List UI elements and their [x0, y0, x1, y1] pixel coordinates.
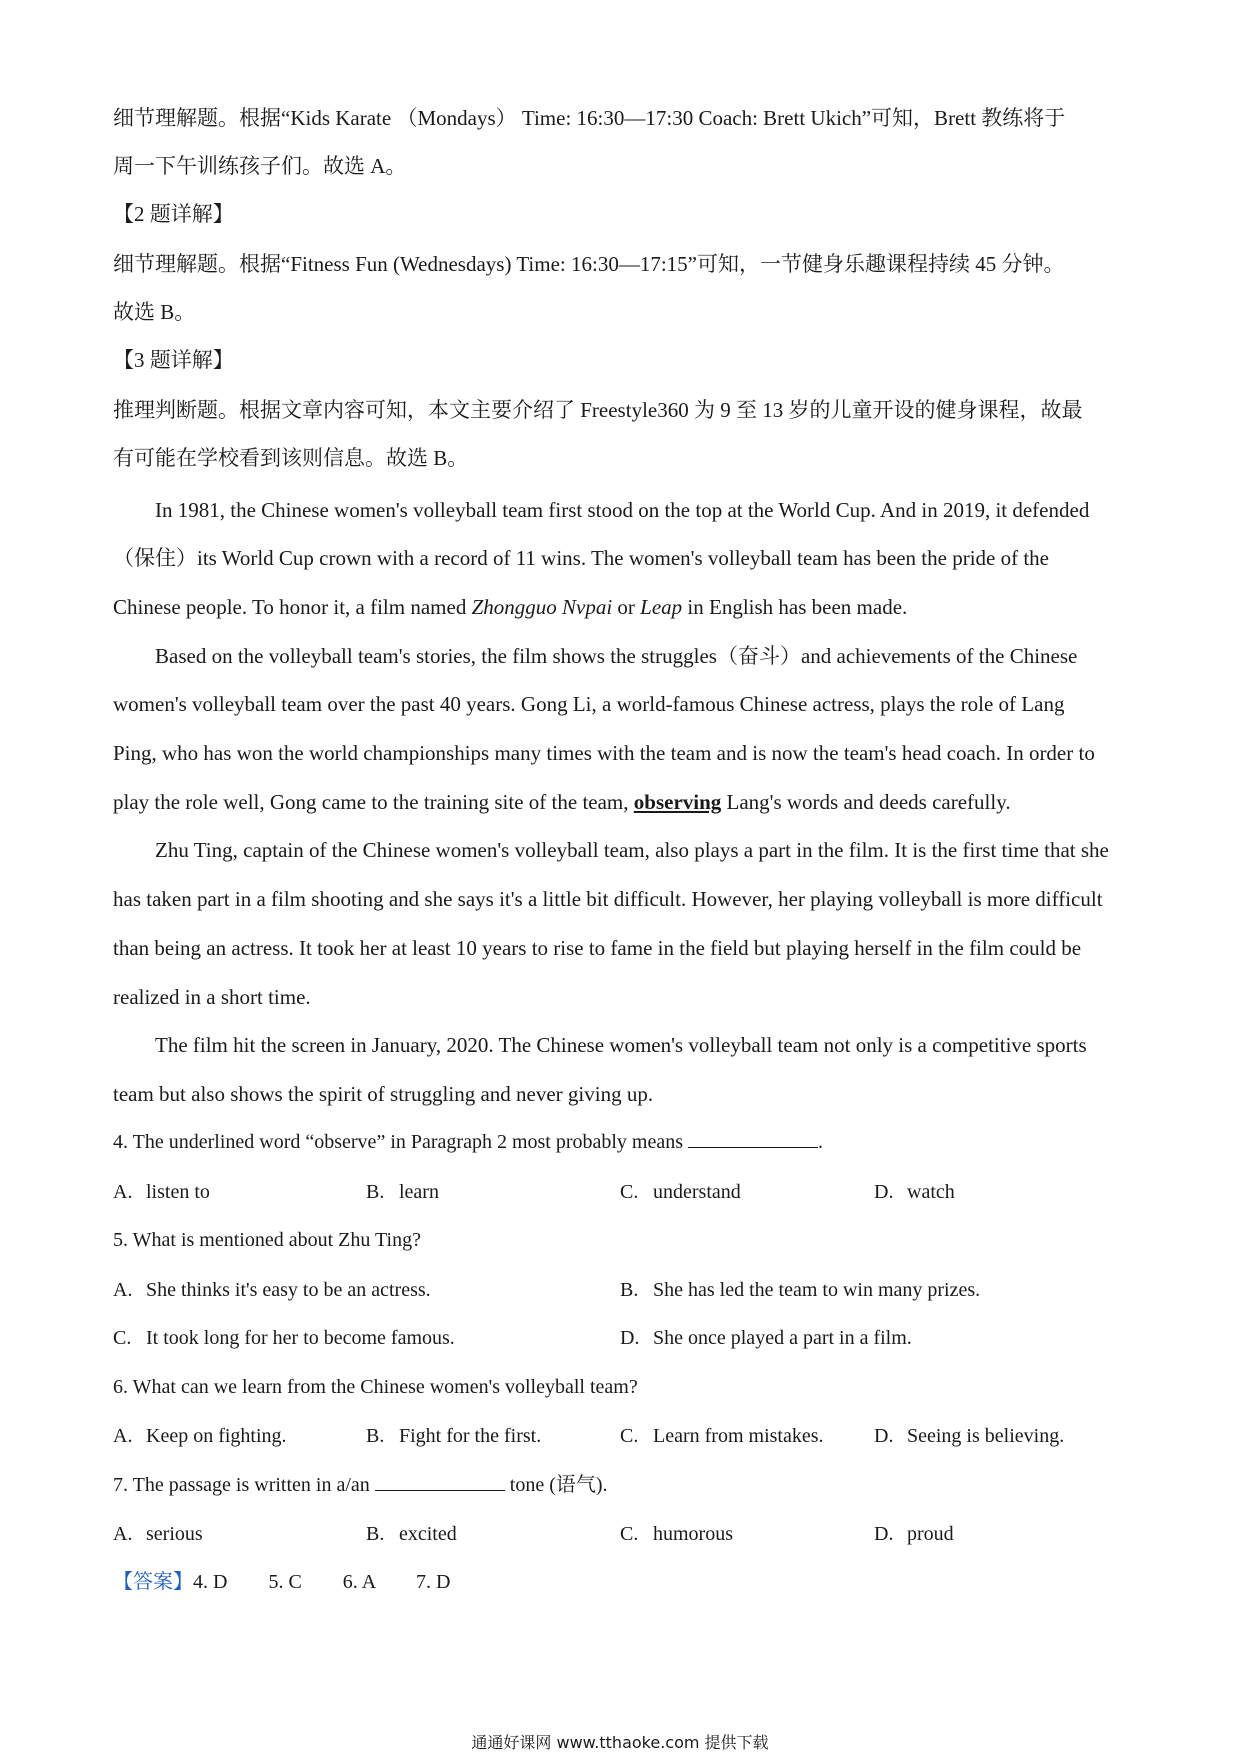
passage-p2-line3: Ping, who has won the world championships many times with the team and is now the team's head coach. In order to	[113, 741, 1095, 765]
question-6-option-d: D. Seeing is believing.	[874, 1425, 1065, 1447]
answer-blank	[688, 1129, 818, 1148]
question-4-option-a: A. listen to	[113, 1181, 210, 1203]
film-title-chinese: Zhongguo Nvpai	[471, 595, 613, 619]
answer-key	[113, 1568, 451, 1596]
answer-blank	[375, 1472, 505, 1491]
passage-p3-line1: Zhu Ting, captain of the Chinese women's volleyball team, also plays a part in the film. It is the first time that she	[155, 838, 1109, 862]
question-5-option-d: D. She once played a part in a film.	[620, 1327, 912, 1349]
question-5-option-c: C. It took long for her to become famous.	[113, 1327, 455, 1349]
question-6-option-a: A. Keep on fighting.	[113, 1425, 287, 1447]
passage-p2-line2: women's volleyball team over the past 40 years. Gong Li, a world-famous Chinese actress, plays the role of Lang	[113, 692, 1065, 716]
question-5-stem: 5. What is mentioned about Zhu Ting?	[113, 1229, 421, 1251]
question-7-stem: 7. The passage is written in a/an tone (语气).	[113, 1474, 608, 1496]
answer-item: 5. C	[268, 1571, 302, 1593]
passage-p1-line3: Chinese people. To honor it, a film named Zhongguo Nvpai or Leap in English has been made.	[113, 595, 908, 619]
question-7-option-c: C. humorous	[620, 1523, 733, 1545]
explanation-q1-line2: 周一下午训练孩子们。故选 A。	[113, 154, 407, 178]
explanation-q2-line1: 细节理解题。根据“Fitness Fun (Wednesdays) Time: 16:30—17:15”可知，一节健身乐趣课程持续 45 分钟。	[113, 252, 1065, 276]
question-5-option-b: B. She has led the team to win many prizes.	[620, 1279, 981, 1301]
question-4-option-d: D. watch	[874, 1181, 955, 1203]
question-7-option-d: D. proud	[874, 1523, 954, 1545]
passage-p3-line4: realized in a short time.	[113, 985, 311, 1009]
answer-item: 4. D	[193, 1571, 228, 1593]
explanation-q3-line2: 有可能在学校看到该则信息。故选 B。	[113, 446, 469, 470]
passage-p2-line1: Based on the volleyball team's stories, the film shows the struggles（奋斗）and achievements of the Chinese	[155, 644, 1078, 668]
explanation-q3-line1: 推理判断题。根据文章内容可知，本文主要介绍了 Freestyle360 为 9 至 13 岁的儿童开设的健身课程，故最	[113, 398, 1083, 422]
passage-p1-line2: （保住）its World Cup crown with a record of 11 wins. The women's volleyball team has been the pride of the	[113, 546, 1050, 570]
film-title-english: Leap	[640, 595, 683, 619]
answer-tag: 【答案】	[113, 1571, 193, 1593]
question-7-option-a: A. serious	[113, 1523, 203, 1545]
passage-p2-line4: play the role well, Gong came to the training site of the team, observing Lang's words and deeds carefully.	[113, 790, 1011, 814]
answer-item: 7. D	[416, 1571, 451, 1593]
explanation-q1-line1: 细节理解题。根据“Kids Karate （Mondays） Time: 16:30—17:30 Coach: Brett Ukich”可知，Brett 教练将于	[113, 106, 1066, 130]
question-4-option-b: B. learn	[366, 1181, 439, 1203]
passage-p3-line3: than being an actress. It took her at least 10 years to rise to fame in the field but playing herself in the film could be	[113, 936, 1082, 960]
passage-p3-line2: has taken part in a film shooting and she says it's a little bit difficult. However, her playing volleyball is more difficult	[113, 887, 1103, 911]
question-7-option-b: B. excited	[366, 1523, 457, 1545]
question-4-option-c: C. understand	[620, 1181, 741, 1203]
question-6-option-c: C. Learn from mistakes.	[620, 1425, 824, 1447]
explanation-q2-line2: 故选 B。	[113, 300, 196, 324]
passage-p1-line1: In 1981, the Chinese women's volleyball team first stood on the top at the World Cup. And in 2019, it defended	[155, 498, 1090, 522]
question-6-option-b: B. Fight for the first.	[366, 1425, 542, 1447]
passage-p4-line1: The film hit the screen in January, 2020. The Chinese women's volleyball team not only is a competitive sports	[155, 1033, 1087, 1057]
page-footer: 通通好课网 www.tthaoke.com 提供下载	[471, 1733, 769, 1752]
passage-p4-line2: team but also shows the spirit of struggling and never giving up.	[113, 1082, 654, 1106]
q2-detail-header: 【2 题详解】	[113, 202, 234, 226]
question-6-stem: 6. What can we learn from the Chinese women's volleyball team?	[113, 1376, 638, 1398]
underlined-word-observing: observing	[633, 790, 722, 814]
question-4-stem: 4. The underlined word “observe” in Paragraph 2 most probably means .	[113, 1131, 824, 1153]
q3-detail-header: 【3 题详解】	[113, 348, 234, 372]
answer-item: 6. A	[342, 1571, 376, 1593]
question-5-option-a: A. She thinks it's easy to be an actress.	[113, 1279, 431, 1301]
